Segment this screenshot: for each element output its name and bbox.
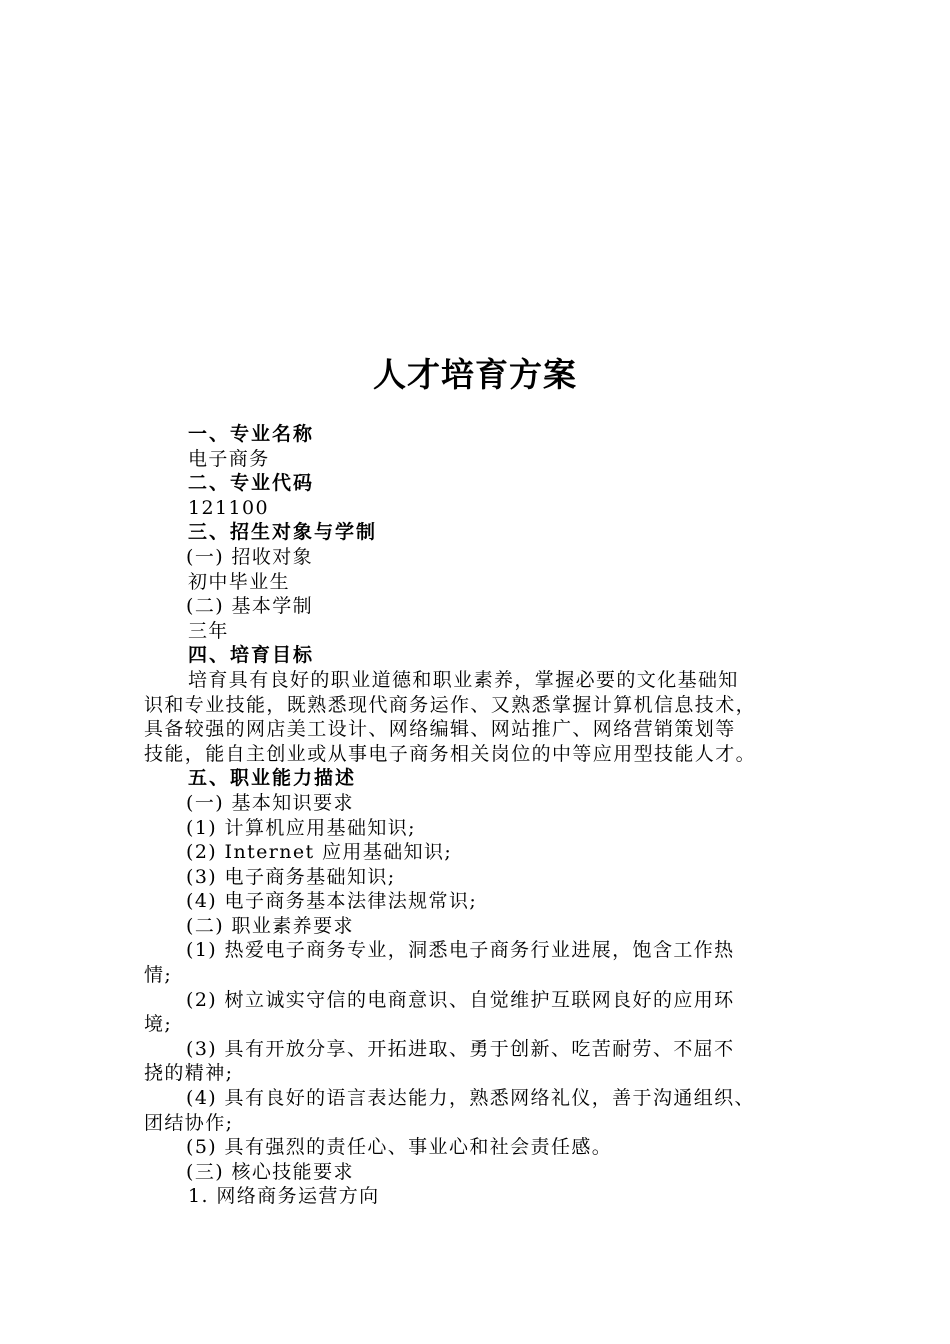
section-heading-major-code: 二、专业代码 (188, 472, 315, 495)
basic-knowledge-item-1: (1) 计算机应用基础知识; (186, 816, 416, 839)
subheading-study-duration: (二) 基本学制 (186, 595, 314, 618)
subheading-professional-quality: (二) 职业素养要求 (186, 914, 354, 937)
quality-item-2-line-2: 境; (144, 1013, 173, 1036)
basic-knowledge-item-2: (2) Internet 应用基础知识; (186, 841, 453, 864)
subheading-core-skills: (三) 核心技能要求 (186, 1160, 354, 1183)
training-goal-line-4: 技能，能自主创业或从事电子商务相关岗位的中等应用型技能人才。 (144, 742, 757, 765)
study-duration-value: 三年 (188, 619, 229, 642)
basic-knowledge-item-3: (3) 电子商务基础知识; (186, 865, 396, 888)
subheading-enrollment-target: (一) 招收对象 (186, 545, 314, 568)
subheading-basic-knowledge: (一) 基本知识要求 (186, 791, 354, 814)
training-goal-line-2: 识和专业技能，既熟悉现代商务运作、又熟悉掌握计算机信息技术， (144, 693, 757, 716)
training-goal-line-3: 具备较强的网店美工设计、网络编辑、网站推广、网络营销策划等 (144, 718, 736, 741)
section-heading-training-goal: 四、培育目标 (188, 644, 315, 667)
quality-item-2-line-1: (2) 树立诚实守信的电商意识、自觉维护互联网良好的应用环 (186, 988, 735, 1011)
quality-item-5: (5) 具有强烈的责任心、事业心和社会责任感。 (186, 1136, 613, 1159)
section-heading-competency: 五、职业能力描述 (188, 767, 357, 790)
section-heading-enrollment: 三、招生对象与学制 (188, 521, 378, 544)
quality-item-4-line-1: (4) 具有良好的语言表达能力，熟悉网络礼仪，善于沟通组织、 (186, 1087, 755, 1110)
document-body (144, 422, 808, 1209)
core-skill-item-1: 1. 网络商务运营方向 (188, 1185, 380, 1208)
quality-item-4-line-2: 团结协作; (144, 1111, 234, 1134)
document-title: 人才培育方案 (373, 355, 577, 394)
enrollment-target-value: 初中毕业生 (188, 570, 291, 593)
training-goal-line-1: 培育具有良好的职业道德和职业素养，掌握必要的文化基础知 (188, 668, 739, 691)
major-code-value: 121100 (188, 496, 269, 519)
section-heading-major-name: 一、专业名称 (188, 423, 315, 445)
basic-knowledge-item-4: (4) 电子商务基本法律法规常识; (186, 890, 478, 913)
major-name-value: 电子商务 (188, 447, 270, 470)
quality-item-1-line-1: (1) 热爱电子商务专业，洞悉电子商务行业进展，饱含工作热 (186, 939, 735, 962)
quality-item-3-line-2: 挠的精神; (144, 1062, 234, 1085)
quality-item-1-line-2: 情; (144, 964, 173, 987)
quality-item-3-line-1: (3) 具有开放分享、开拓进取、勇于创新、吃苦耐劳、不屈不 (186, 1037, 735, 1060)
